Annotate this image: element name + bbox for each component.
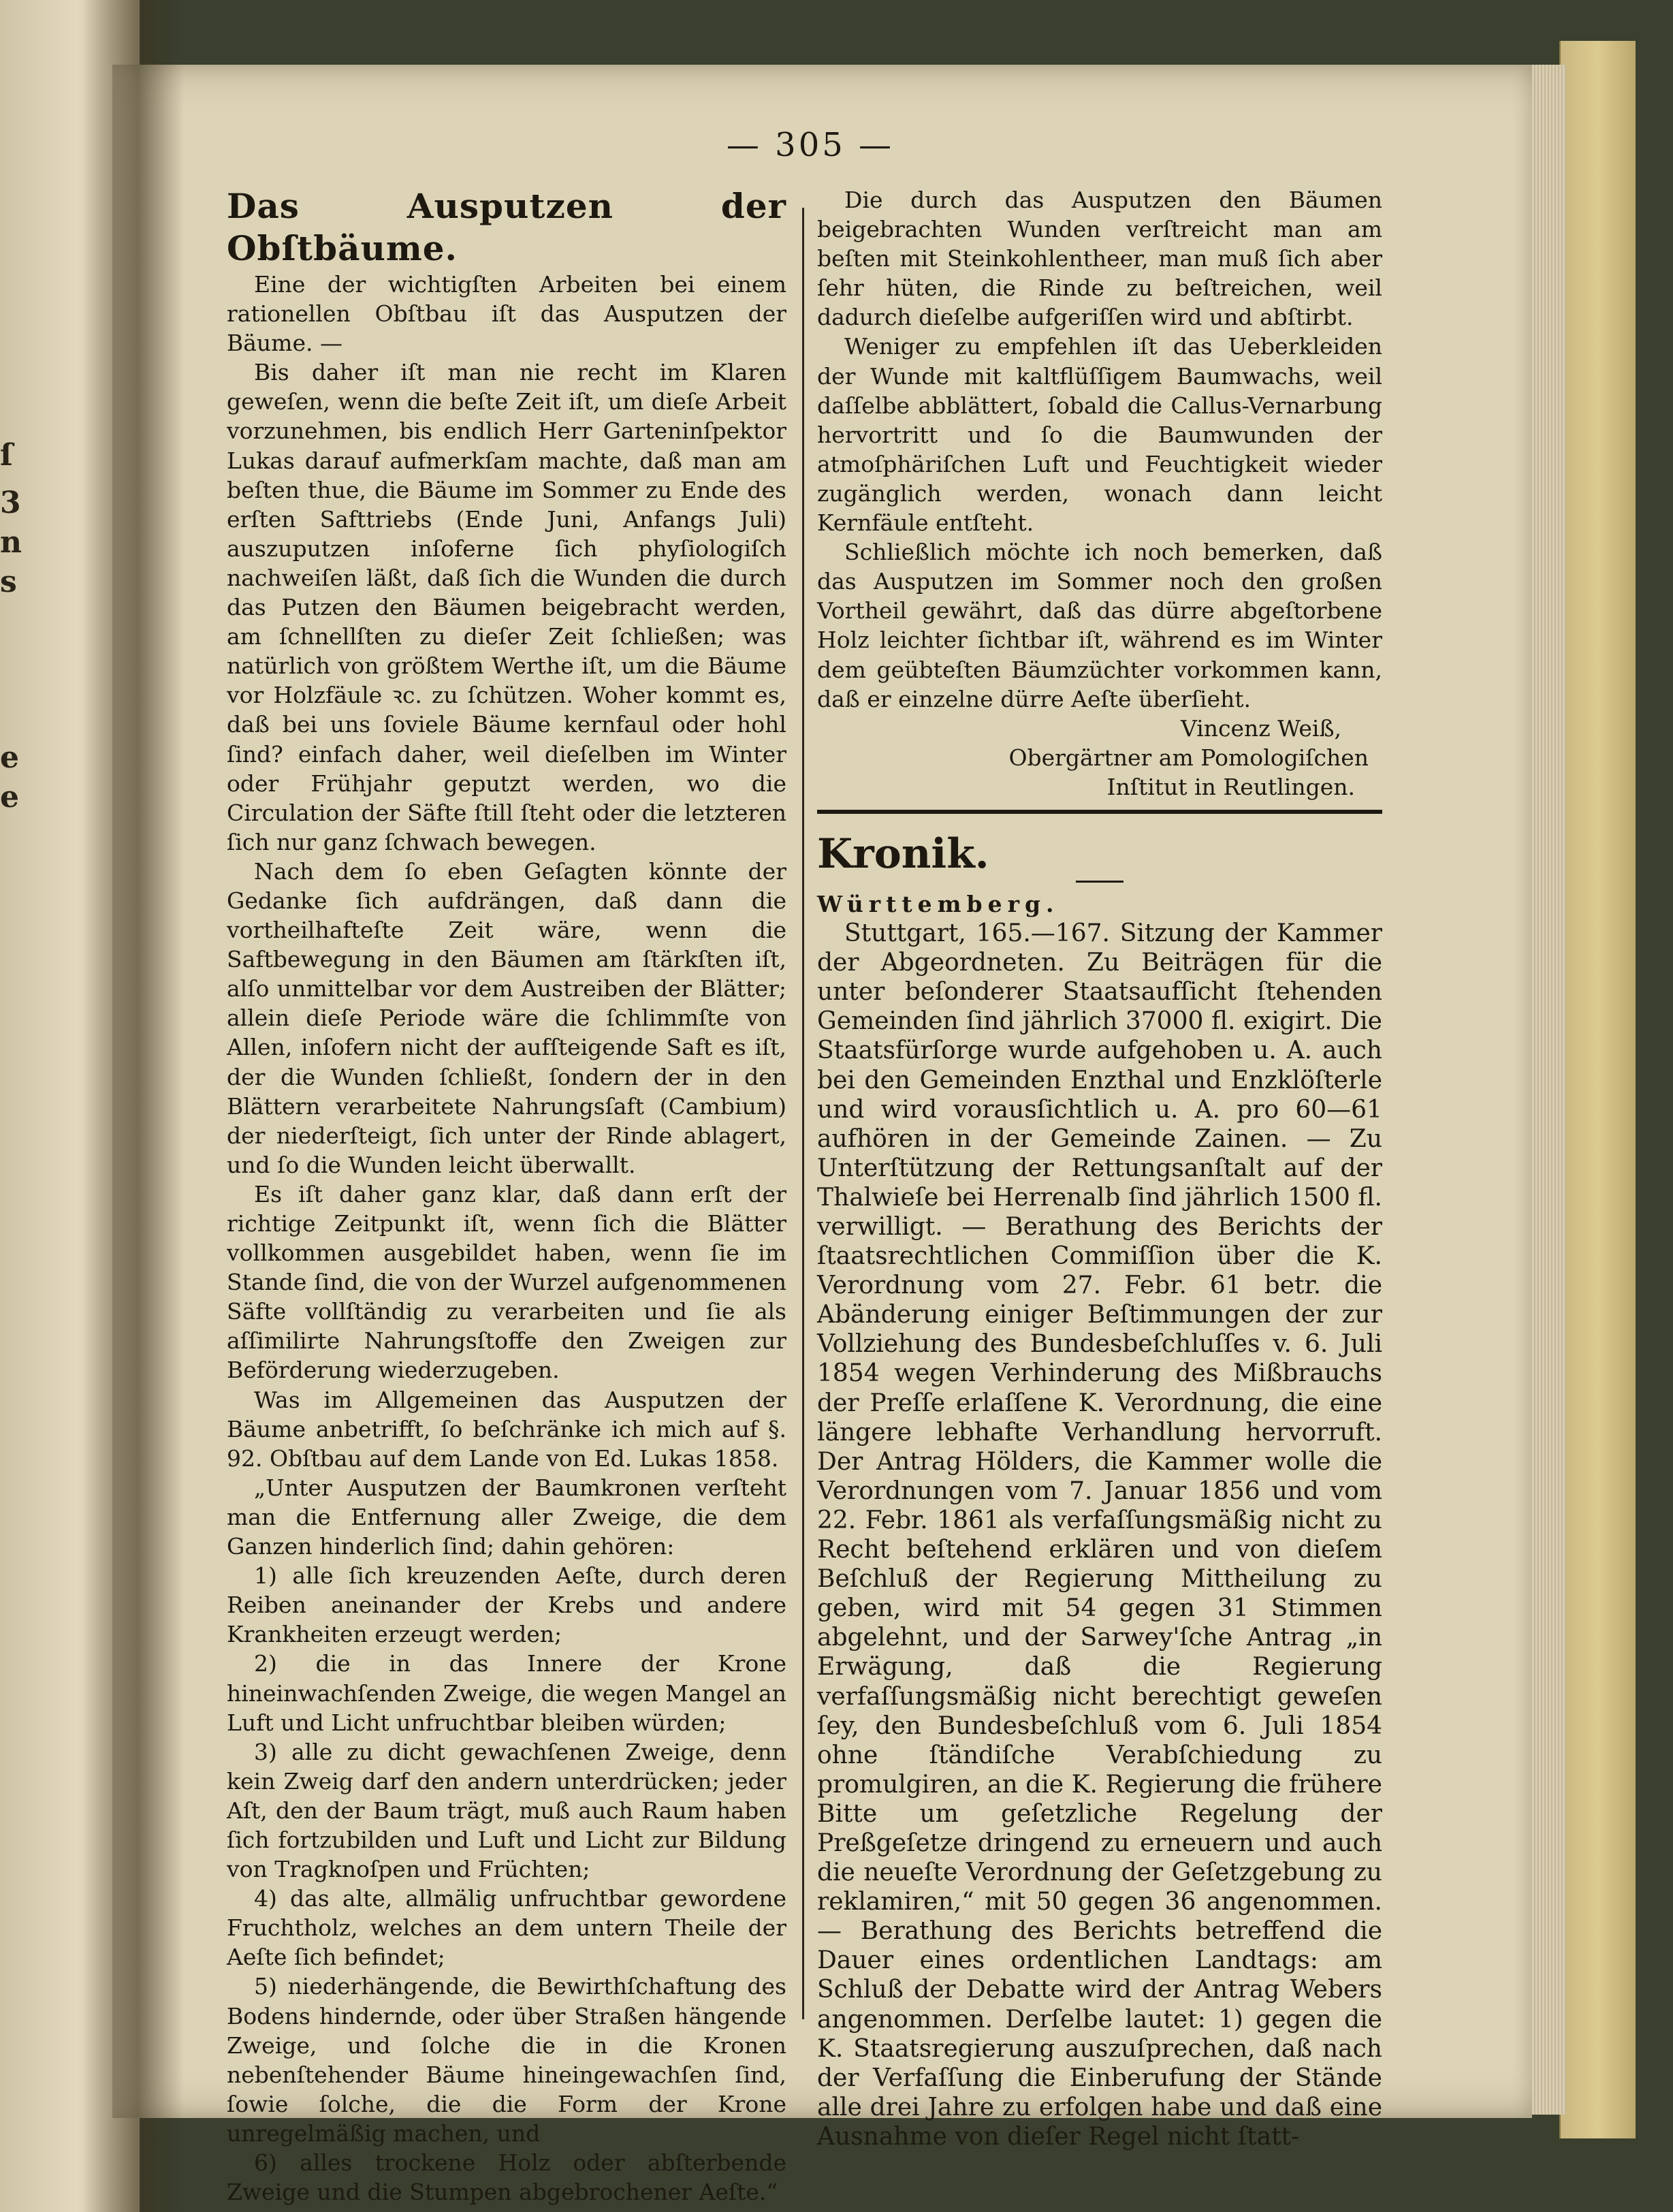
fragment-letter: e — [0, 740, 19, 775]
paragraph: Schließlich möchte ich noch bemerken, daß das Ausputzen im Sommer noch den großen Vortheil gewährt, daß das dürre abgeſtorbene Holz leichter ſichtbar iſt, während es im Winter dem geübteſten Bäumzüchter vorkommen kann, daß er einzelne dürre Aeſte überſieht. — [817, 539, 1382, 712]
signature-name: Vincenz Weiß, — [1180, 714, 1341, 742]
title-rule — [1076, 881, 1124, 883]
paragraph: Bis daher iſt man nie recht im Klaren geweſen, wenn die beſte Zeit iſt, um dieſe Arbeit vorzunehmen, bis endlich Herr Garteninſpektor Lukas darauf aufmerkſam machte, daß man am beſten thue, die Bäume im Sommer zu Ende des erſten Safttriebs (Ende Juni, Anfangs Juli) auszuputzen inſoferne ſich phyſiologiſch nachweiſen läßt, daß ſich die Wunden die durch das Putzen den Bäumen beigebracht werden, am ſchnellſten zu dieſer Zeit ſchließen; was natürlich von größtem Werthe iſt, um die Bäume vor Holzfäule ꝛc. zu ſchützen. Woher kommt es, daß bei uns ſoviele Bäume kernfaul oder hohl ſind? einfach daher, weil dieſelben im Winter oder Frühjahr geputzt werden, wo die Circulation der Säfte ſtill ſteht oder die letzteren ſich nur ganz ſchwach bewegen. — [227, 359, 786, 855]
chronicle-section-heading: Württemberg. — [817, 890, 1059, 917]
page-number: — 305 — — [726, 126, 895, 164]
paragraph: Weniger zu empfehlen iſt das Ueberkleiden der Wunde mit kaltflüſſigem Baumwachs, weil daſſelbe abblättert, ſobald die Callus-Vernarbung hervortritt und ſo die Baumwunden der atmoſphäriſchen Luft und Feuchtigkeit wieder zugänglich werden, wonach dann leicht Kernfäule entſteht. — [817, 333, 1382, 537]
left-column — [227, 185, 786, 2207]
list-item: 3) alle zu dicht gewachſenen Zweige, denn kein Zweig darf den andern unterdrücken; jeder Aſt, den der Baum trägt, muß auch Raum haben ſich fortzubilden und Luft und Licht zur Bildung von Tragknoſpen und Früchten; — [227, 1738, 786, 1883]
book-cover — [1559, 41, 1636, 2138]
quote-paragraph: „Unter Ausputzen der Baumkronen verſteht man die Entfernung aller Zweige, die dem Ganzen hinderlich ſind; dahin gehören: — [227, 1474, 786, 1560]
fragment-letter: s — [0, 565, 17, 599]
paragraph: Eine der wichtigſten Arbeiten bei einem rationellen Obſtbau iſt das Ausputzen der Bäume. — — [227, 271, 786, 357]
paragraph: Nach dem ſo eben Geſagten könnte der Gedanke ſich aufdrängen, daß dann die vortheilhafteſte Zeit wäre, wenn die Saftbewegung in den Bäumen am ſtärkſten iſt, alſo unmittelbar vor dem Austreiben der Blätter; allein dieſe Periode wäre die ſchlimmſte von Allen, inſofern nicht der aufſteigende Saft es iſt, der die Wunden ſchließt, ſondern der in den Blättern verarbeitete Nahrungsſaft (Cambium) der niederſteigt, ſich unter der Rinde ablagert, und ſo die Wunden leicht überwallt. — [227, 857, 786, 1178]
fragment-letter: n — [0, 525, 22, 560]
fragment-letter: e — [0, 780, 19, 815]
column-divider — [802, 208, 804, 2019]
list-item: 2) die in das Innere der Krone hineinwachſenden Zweige, die wegen Mangel an Luft und Licht unfruchtbar bleiben würden; — [227, 1650, 786, 1736]
book-gutter — [82, 0, 184, 2212]
right-column — [817, 185, 1382, 2151]
signature-institute: Inſtitut in Reutlingen. — [1106, 773, 1355, 800]
fragment-letter: 3 — [0, 486, 21, 520]
paragraph: Die durch das Ausputzen den Bäumen beigebrachten Wunden verſtreicht man am beſten mit Steinkohlentheer, man muß ſich aber ſehr hüten, die Rinde zu beſtreichen, weil dadurch dieſelbe aufgeriſſen wird und abſtirbt. — [817, 187, 1382, 331]
list-item: 4) das alte, allmälig unfruchtbar gewordene Fruchtholz, welches an dem untern Theile der Aeſte ſich befindet; — [227, 1885, 786, 1971]
chronicle-text: Stuttgart, 165.—167. Sitzung der Kammer der Abgeordneten. Zu Beiträgen für die unter beſonderer Staatsaufſicht ſtehenden Gemeinden ſind jährlich 37000 fl. exigirt. Die Staatsfürſorge wurde aufgehoben u. A. auch bei den Gemeinden Enzthal und Enzklöſterle und wird vorausſichtlich u. A. pro 60—61 aufhören in der Gemeinde Zainen. — Zu Unterſtützung der Rettungsanſtalt auf der Thalwieſe bei Herrenalb ſind jährlich 1500 fl. verwilligt. — Berathung des Berichts der ſtaatsrechtlichen Commiſſion über die K. Verordnung vom 27. Febr. 61 betr. die Abänderung einiger Beſtimmungen der zur Vollziehung des Bundesbeſchluſſes v. 6. Juli 1854 wegen Verhinderung des Mißbrauchs der Preſſe erlaſſene K. Verordnung, die eine längere lebhafte Verhandlung hervorruft. Der Antrag Hölders, die Kammer wolle die Verordnungen vom 7. Januar 1856 und vom 22. Febr. 1861 als verfaſſungsmäßig nicht zu Recht beſtehend erklären und von dieſem Beſchluß der Regierung Mittheilung zu geben, wird mit 54 gegen 31 Stimmen abgelehnt, und der Sarwey'ſche Antrag „in Erwägung, daß die Regierung verfaſſungsmäßig nicht berechtigt geweſen ſey, den Bundesbeſchluß vom 6. Juli 1854 ohne ſtändiſche Verabſchiedung zu promulgiren, an die K. Regierung die frühere Bitte um geſetzliche Regelung der Preßgeſetze dringend zu erneuern und auch die neueſte Verordnung der Geſetzgebung zu reklamiren,“ mit 50 gegen 36 angenommen. — Berathung des Berichts betreffend die Dauer eines ordentlichen Landtags: am Schluß der Debatte wird der Antrag Webers angenommen. Derſelbe lautet: 1) gegen die K. Staatsregierung auszuſprechen, daß nach der Verfaſſung die Einberufung der Stände alle drei Jahre zu erfolgen habe und daß eine Ausnahme von dieſer Regel nicht ſtatt- — [817, 919, 1382, 2151]
chronicle-title: Kronik. — [817, 830, 989, 878]
signature-block — [817, 714, 1382, 802]
paragraph: Es iſt daher ganz klar, daß dann erſt der richtige Zeitpunkt iſt, wenn ſich die Blätter vollkommen ausgebildet haben, wenn ſie im Stande ſind, die von der Wurzel aufgenommenen Säfte vollſtändig zu verarbeiten und ſie als aſſimilirte Nahrungsſtoffe den Zweigen zur Beförderung wiederzugeben. — [227, 1180, 786, 1384]
list-item: 1) alle ſich kreuzenden Aeſte, durch deren Reiben aneinander der Krebs und andere Krankheiten erzeugt werden; — [227, 1562, 786, 1648]
fragment-letter: ſ — [0, 438, 13, 473]
left-page-fragments — [0, 436, 20, 817]
article-title: Das Ausputzen der Obſtbäume. — [227, 186, 786, 268]
paragraph: Was im Allgemeinen das Ausputzen der Bäume anbetrifft, ſo beſchränke ich mich auf §. 92. Obſtbau auf dem Lande von Ed. Lukas 1858. — [227, 1386, 786, 1472]
list-item: 6) alles trockene Holz oder abſterbende Zweige und die Stumpen abgebrochener Aeſte.“ — [227, 2149, 786, 2206]
section-rule — [817, 810, 1382, 814]
signature-title: Obergärtner am Pomologiſchen — [1008, 744, 1369, 771]
list-item: 5) niederhängende, die Bewirthſchaftung des Bodens hindernde, oder über Straßen hängende Zweige, und ſolche die in die Kronen nebenſtehender Bäume hineingewachſen ſind, ſowie ſolche, die die Form der Krone unregelmäßig machen, und — [227, 1973, 786, 2147]
